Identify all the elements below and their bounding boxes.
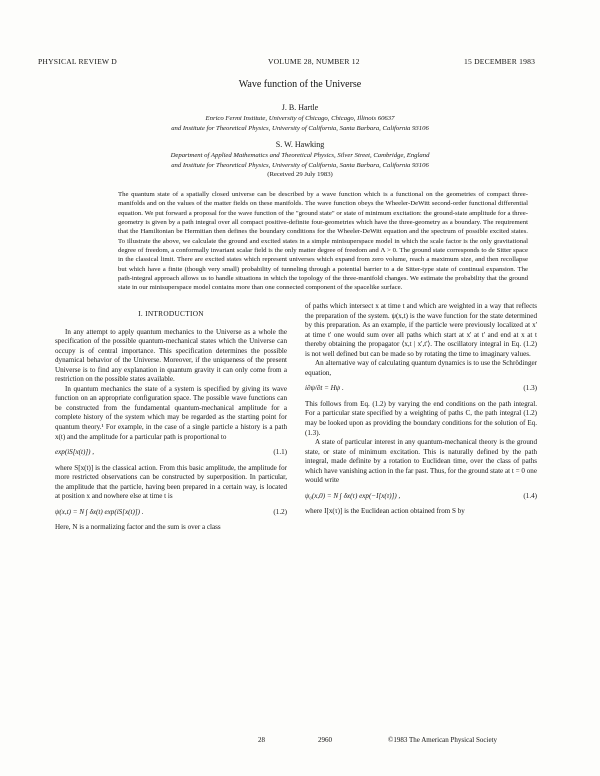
volume-footer: 28 [258,736,265,744]
equation [305,384,537,394]
left-column [55,309,287,533]
paragraph: A state of particular interest in any quantum-mechanical theory is the ground state, or state of minimum excitation. This is naturally defined by the path integral, made definite by a rotation to Euclidean time, over the class of paths which have vanishing action in the far past. Thus, for the ground state at t = 0 one would write [305,438,537,485]
paragraph: An alternative way of calculating quantum dynamics is to use the Schrödinger equation, [305,359,538,377]
abstract: The quantum state of a spatially closed universe can be described by a wave function which is a functional on the geometries of compact three-manifolds and on the values of the matter fields on these manifolds. The wave function obeys the Wheeler-DeWitt second-order functional differential equation. We put forward a proposal for the wave function of the "ground state" or state of minimum excitation: the ground-state amplitude for a three-geometry is given by a path integral over all compact positive-definite four-geometries which have the three-geometry as a boundary. The requirement that the Hamiltonian be Hermitian then defines the boundary conditions for the Wheeler-DeWitt equation and the spectrum of possible excited states. To illustrate the above, we calculate the ground and excited states in a simple minisuperspace model in which the scale factor is the only gravitational degree of freedom, a conformally invariant scalar field is the only matter degree of freedom and Λ > 0. The ground state corresponds to de Sitter space in the classical limit. There are excited states which represent universes which expand from zero volume, reach a maximum size, and then recollapse but which have a finite (though very small) probability of tunneling through a potential barrier to a de Sitter-type state of continual expansion. The path-integral approach allows us to handle situations in which the topology of the three-manifold changes. We estimate the probability that the ground state in our minisuperspace model contains more than one connected component of the spacelike surface. [118,191,528,292]
equation [55,508,287,518]
author-name: S. W. Hawking [275,140,325,149]
paragraph: of paths which intersect x at time t and which are weighted in a way that reflects the preparation of the system. ψ(x,t) is the wave function for the state determined by this preparation. As an example, if the particle were previously localized at x' at time t' one would sum over all paths which start at x' at t' and end at x at t thereby obtaining the propagator ⟨x,t | x',t'⟩. The oscillatory integral in Eq. (1.2) is not well defined but can be made so by rotating the time to imaginary values. [305,302,537,358]
author-name: J. B. Hartle [281,103,319,112]
author-affiliation: and Institute for Theoretical Physics, University of California, Santa Barbara, California 93106 [171,125,429,132]
paper-title: Wave function of the Universe [238,79,362,90]
equation-number: (1.3) [523,384,537,393]
equation-number: (1.2) [273,507,287,516]
equation-number: (1.1) [273,448,287,457]
page-number: 2960 [318,736,332,744]
issue-date: 15 DECEMBER 1983 [464,57,536,66]
author-affiliation: and Institute for Theoretical Physics, University of California, Santa Barbara, California 93106 [171,162,429,169]
equation [305,492,537,502]
journal-name: PHYSICAL REVIEW D [38,57,117,66]
equation-body: exp(iS[x(t)]) , [55,448,94,457]
author-affiliation: Department of Applied Mathematics and Theoretical Physics, Silver Street, Cambridge, England [170,152,430,159]
volume-number: VOLUME 28, NUMBER 12 [268,57,360,66]
author-affiliation: Enrico Fermi Institute, University of Chicago, Chicago, Illinois 60637 [205,115,395,122]
section-heading: I. INTRODUCTION [138,309,204,318]
paragraph: In any attempt to apply quantum mechanics to the Universe as a whole the specification of the possible quantum-mechanical states which the Universe can occupy is of central importance. This specification determines the possible dynamical behavior of the Universe. Moreover, if the uniqueness of the present Universe is to find any explanation in quantum gravity it can only come from a restriction on the possible states available. [55,327,287,384]
equation-number: (1.4) [523,491,537,500]
paragraph: In quantum mechanics the state of a system is specified by giving its wave function on an appropriate configuration space. The possible wave functions can be constructed from the fundamental quantum-mechanical amplitude for a complete history of the system which may be regarded as the starting point for quantum theory.¹ For example, in the case of a single particle a history is a path x(t) and the amplitude for a particular path is proportional to [55,384,287,441]
right-column [305,302,537,517]
paragraph: Here, N is a normalizing factor and the sum is over a class [55,523,221,532]
equation-body: ψ(x,t) = N ∫ δx(t) exp(iS[x(t)]) . [55,507,144,516]
paragraph: This follows from Eq. (1.2) by varying the end conditions on the path integral. For a particular state specified by a weighting of paths C, the path integral (1.2) may be looked upon as providing the boundary conditions for the solution of Eq. (1.3). [305,399,537,437]
paragraph: where S[x(t)] is the classical action. From this basic amplitude, the amplitude for more restricted observations can be constructed by superposition. In particular, the amplitude that the particle, having been prepared in a certain way, is located at position x and nowhere else at time t is [55,463,287,501]
received-date: (Received 29 July 1983) [267,171,333,178]
copyright-notice: ©1983 The American Physical Society [388,736,498,744]
paragraph: where I[x(τ)] is the Euclidean action obtained from S by [305,507,465,516]
equation [55,448,287,458]
equation-body: ψ₀(x,0) = N ∫ δx(τ) exp(−I[x(τ)]) , [305,491,401,500]
equation-body: i∂ψ/∂t = Hψ . [305,384,344,393]
